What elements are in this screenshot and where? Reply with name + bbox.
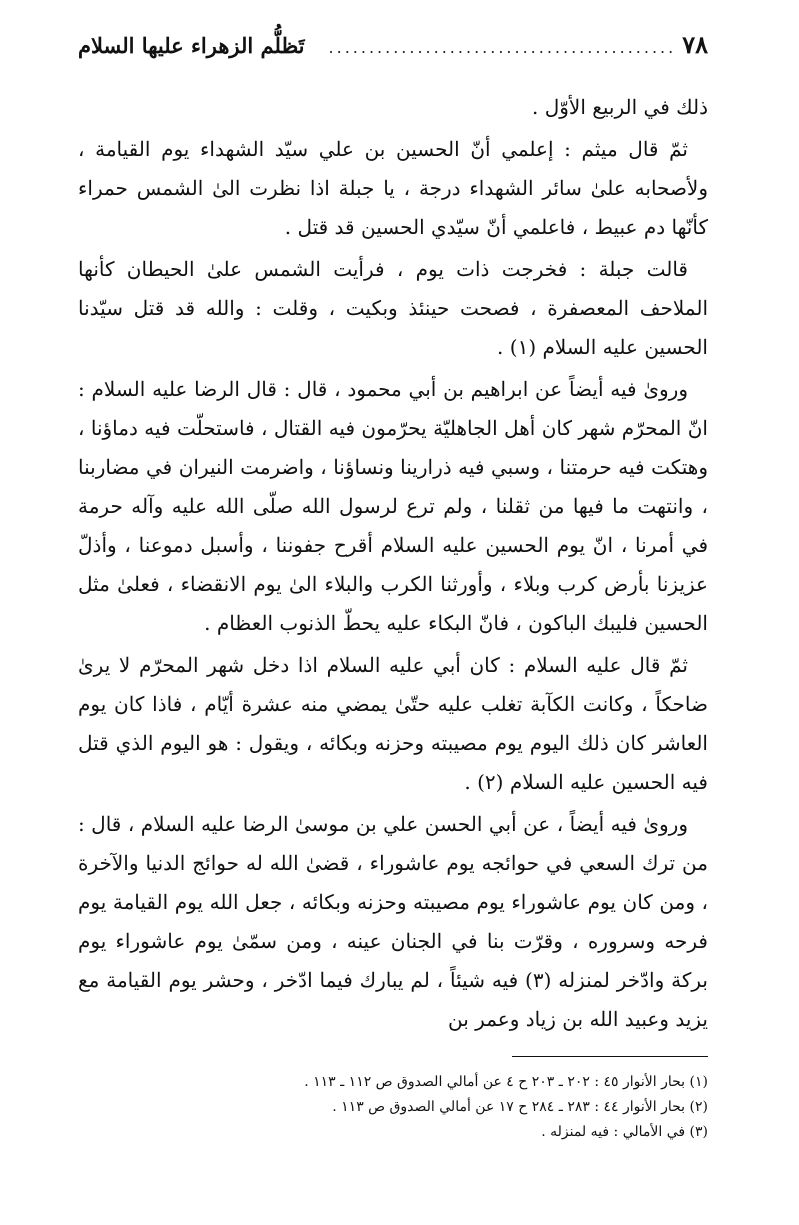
footnote: (٢) بحار الأنوار ٤٤ : ٢٨٣ ـ ٢٨٤ ح ١٧ عن أمالي الصدوق ص ١١٣ . xyxy=(332,1099,708,1115)
page-number: ٧٨ xyxy=(682,30,708,59)
paragraph: ثمّ قال عليه السلام : كان أبي عليه السلام اذا دخل شهر المحرّم لا يرىٰ ضاحكاً ، وكانت الكآبة تغلب عليه حتّىٰ يمضي منه عشرة أيّام ، فاذا كان يوم العاشر كان ذلك اليوم يوم مصيبته وحزنه وبكائه ، ويقول : هو اليوم الذي قتل فيه الحسين عليه السلام (٢) . xyxy=(78,653,708,794)
paragraph: قالت جبلة : فخرجت ذات يوم ، فرأيت الشمس علىٰ الحيطان كأنها الملاحف المعصفرة ، فصحت حينئذ وبكيت ، وقلت : والله قد قتل سيّدنا الحسين عليه السلام (١) . xyxy=(78,257,708,359)
paragraph: ثمّ قال ميثم : إعلمي أنّ الحسين بن علي سيّد الشهداء يوم القيامة ، ولأصحابه علىٰ سائر الشهداء درجة ، يا جبلة اذا نظرت الىٰ الشمس حمراء كأنّها دم عبيط ، فاعلمي أنّ سيّدي الحسين قد قتل . xyxy=(78,137,708,239)
header-leader-dots: ........................................... xyxy=(328,38,677,57)
running-title: تَظلُّم الزهراء عليها السلام xyxy=(78,33,305,58)
footnote: (١) بحار الأنوار ٤٥ : ٢٠٢ ـ ٢٠٣ ح ٤ عن أمالي الصدوق ص ١١٢ ـ ١١٣ . xyxy=(304,1074,708,1090)
paragraph: وروىٰ فيه أيضاً عن ابراهيم بن أبي محمود ، قال : قال الرضا عليه السلام : انّ المحرّم شهر كان أهل الجاهليّة يحرّمون فيه القتال ، فاستحلّت فيه دماؤنا ، وهتكت فيه حرمتنا ، وسبي فيه ذرارينا ونساؤنا ، واضرمت النيران في مضاربنا ، وانتهت ما فيها من ثقلنا ، ولم ترع لرسول الله صلّى الله عليه وآله حرمة في أمرنا ، انّ يوم الحسين عليه السلام أقرح جفوننا ، وأسبل دموعنا ، وأذلّ عزيزنا بأرض كرب وبلاء ، وأورثنا الكرب والبلاء الىٰ يوم الانقضاء ، فعلىٰ مثل الحسين فليبك الباكون ، فانّ البكاء عليه يحطّ الذنوب العظام . xyxy=(78,377,708,635)
body-text xyxy=(78,88,708,1031)
paragraph: وروىٰ فيه أيضاً ، عن أبي الحسن علي بن موسىٰ الرضا عليه السلام ، قال : من ترك السعي في حوائجه يوم عاشوراء ، قضىٰ الله له حوائج الدنيا والآخرة ، ومن كان يوم عاشوراء يوم مصيبته وحزنه وبكائه ، جعل الله يوم القيامة يوم فرحه وسروره ، وقرّت بنا في الجنان عينه ، ومن سمّىٰ يوم عاشوراء يوم بركة وادّخر لمنزله (٣) فيه شيئاً ، لم يبارك فيما ادّخر ، وحشر يوم القيامة مع يزيد وعبيد الله بن زياد وعمر بن xyxy=(78,812,708,1031)
paragraph: ذلك في الربيع الأوّل . xyxy=(532,95,708,119)
page-header xyxy=(78,30,708,70)
footnote: (٣) في الأمالي : فيه لمنزله . xyxy=(541,1124,708,1140)
footnotes xyxy=(78,1070,708,1145)
footnote-separator xyxy=(512,1056,708,1057)
